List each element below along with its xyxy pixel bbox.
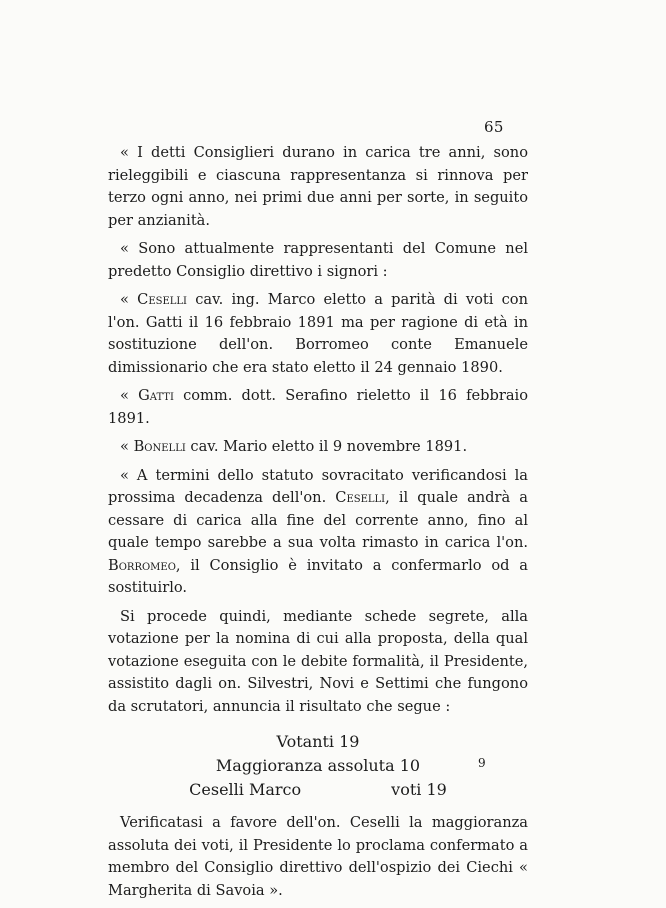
document-body — [108, 142, 528, 908]
text-run: comm. dott. Serafino rieletto il 16 febbraio 1891. — [108, 387, 528, 427]
text-run: , il Consiglio è invitato a confermarlo od a sostituirlo. — [108, 556, 528, 596]
text-run: « — [120, 387, 139, 404]
candidate-votes: voti 19 — [391, 780, 447, 799]
paragraph — [108, 289, 528, 379]
text-run: « — [120, 291, 138, 308]
signature-mark: 9 — [478, 756, 486, 770]
text-run: cav. Mario eletto il 9 novembre 1891. — [185, 438, 468, 455]
name-smallcaps: Ceselli — [335, 489, 386, 506]
text-run: « I detti Consiglieri durano in carica tre anni, sono rieleggibili e ciascuna rappresentanza si rinnova per terzo ogni anno, nei primi due anni per sorte, in seguito per anzianità. — [108, 144, 528, 229]
text-run: « Sono attualmente rappresentanti del Comune nel predetto Consiglio direttivo i signori : — [108, 240, 528, 280]
paragraph — [108, 606, 528, 719]
candidate-name: Ceselli Marco — [189, 780, 302, 799]
absolute-majority: Maggioranza assoluta 10 — [215, 756, 421, 775]
candidate-row — [108, 778, 528, 802]
name-smallcaps: Bonelli — [133, 438, 186, 455]
name-smallcaps: Gatti — [138, 387, 174, 404]
paragraph — [108, 142, 528, 232]
text-run: « — [120, 438, 134, 455]
vote-result — [108, 730, 528, 802]
paragraph — [108, 385, 528, 430]
text-run: Si procede quindi, mediante schede segrete, alla votazione per la nomina di cui alla proposta, della qual votazione eseguita con le debite formalità, il Presidente, assistito dagli on. Silvestri, Novi e Settimi che fungono da scrutatori, annuncia il risultato che segue : — [108, 607, 528, 715]
conclusion-paragraph: Verificatasi a favore dell'on. Ceselli la maggioranza assoluta dei voti, il Presidente lo proclama confermato a membro del Consiglio direttivo dell'ospizio dei Ciechi « Margherita di Savoia ». — [108, 814, 528, 899]
paragraph — [108, 436, 528, 459]
paragraph — [108, 465, 528, 600]
text-run: , il quale andrà a cessare di carica alla fine del corrente anno, fino al quale tempo sarebbe a sua volta rimasto in carica l'on. — [108, 489, 528, 551]
paragraph — [108, 238, 528, 283]
voters-count: Votanti 19 — [276, 732, 360, 751]
name-smallcaps: Borromeo — [108, 556, 176, 574]
text-run: « A termini dello statuto sovracitato verificandosi la prossima decadenza dell'on. — [108, 466, 528, 506]
page-number: 65 — [484, 118, 504, 136]
paragraphs — [108, 142, 528, 718]
text-run: cav. ing. Marco eletto a parità di voti con l'on. Gatti il 16 febbraio 1891 ma per ragione di età in sostituzione dell'on. Borromeo conte Emanuele dimissionario che era stato eletto il 24 gennaio 1890. — [108, 291, 528, 376]
name-smallcaps: Ceselli — [137, 291, 188, 308]
